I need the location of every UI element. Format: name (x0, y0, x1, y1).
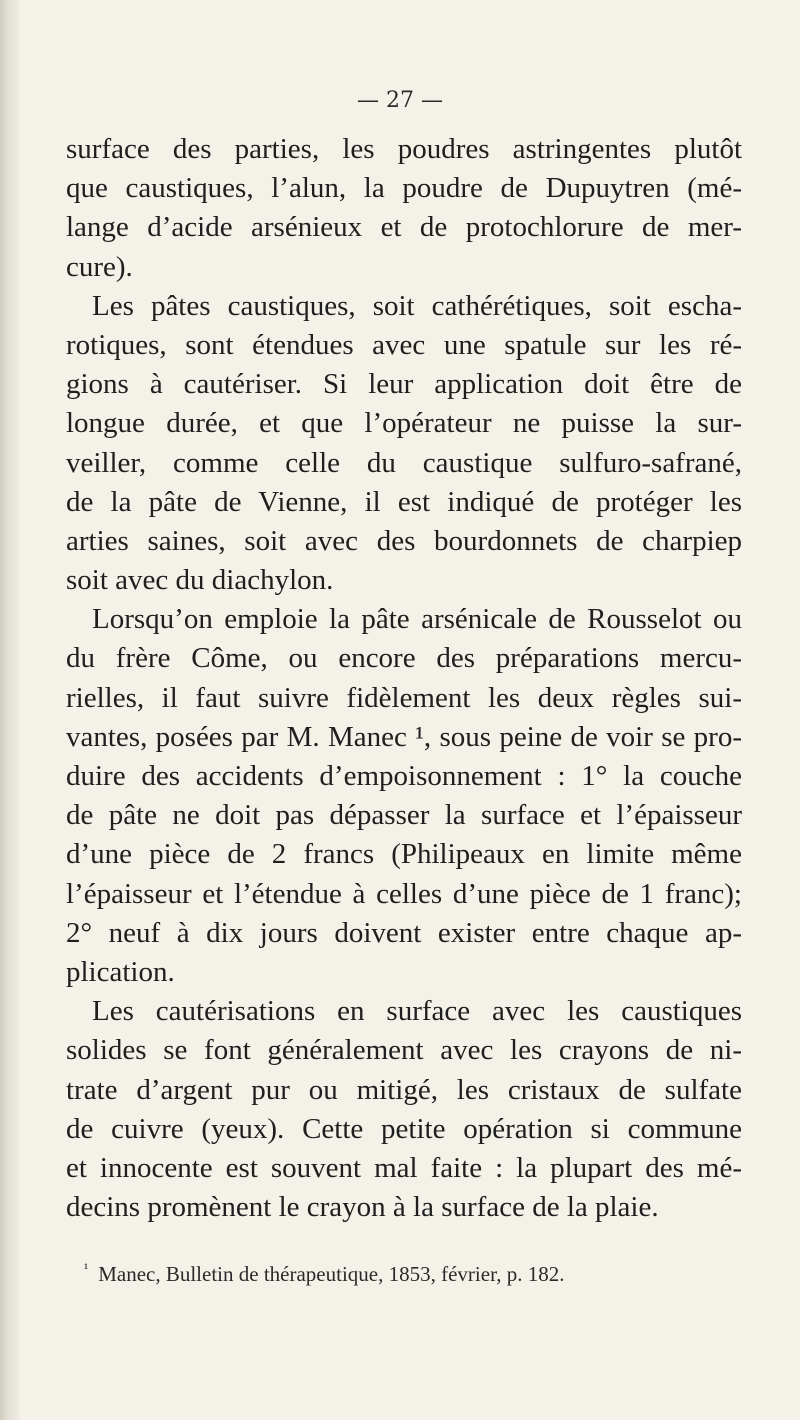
text-line: de la pâte de Vienne, il est indiqué de protéger les (66, 485, 742, 518)
page-binding-edge (0, 0, 20, 1420)
page-number: — 27 — (357, 88, 443, 113)
text-line: veiller, comme celle du caustique sulfuro-safrané, (66, 446, 742, 479)
text-line: Les cautérisations en surface avec les caustiques (92, 995, 742, 1028)
body-text (66, 130, 742, 1227)
text-line: solides se font généralement avec les crayons de ni- (66, 1034, 742, 1067)
footnote-marker: ¹ (84, 1262, 89, 1277)
text-line: de cuivre (yeux). Cette petite opération si commune (66, 1112, 742, 1145)
text-line: Lorsqu’on emploie la pâte arsénicale de Rousselot ou (92, 603, 742, 636)
text-line: arties saines, soit avec des bourdonnets de charpiep (66, 524, 742, 557)
text-line: rielles, il faut suivre fidèlement les deux règles sui- (66, 681, 742, 714)
text-line: duire des accidents d’empoisonnement : 1° la couche (66, 760, 742, 792)
footnote-text: Manec, Bulletin de thérapeutique, 1853, février, p. 182. (98, 1262, 565, 1286)
text-line: 2° neuf à dix jours doivent exister entre chaque ap- (66, 916, 742, 949)
text-line: de pâte ne doit pas dépasser la surface et l’épaisseur (66, 799, 742, 832)
text-line: gions à cautériser. Si leur application doit être de (66, 368, 742, 401)
text-line: plication. (66, 955, 175, 988)
text-line: Les pâtes caustiques, soit cathérétiques, soit escha- (92, 289, 742, 322)
text-line: trate d’argent pur ou mitigé, les cristaux de sulfate (66, 1073, 742, 1106)
text-line: cure). (66, 250, 133, 283)
text-line: l’épaisseur et l’étendue à celles d’une pièce de 1 franc); (66, 877, 742, 910)
text-line: longue durée, et que l’opérateur ne puisse la sur- (66, 407, 742, 440)
footnote (84, 1262, 744, 1287)
text-line: du frère Côme, ou encore des préparations mercu- (66, 642, 742, 675)
text-line: decins promènent le crayon à la surface de la plaie. (66, 1191, 659, 1224)
text-line: rotiques, sont étendues avec une spatule sur les ré- (66, 328, 742, 361)
text-line: d’une pièce de 2 francs (Philipeaux en limite même (66, 838, 742, 871)
text-line: vantes, posées par M. Manec ¹, sous peine de voir se pro- (66, 720, 742, 753)
text-line: lange d’acide arsénieux et de protochlorure de mer- (66, 211, 742, 244)
text-line: surface des parties, les poudres astringentes plutôt (66, 133, 742, 165)
text-line: que caustiques, l’alun, la poudre de Dupuytren (mé- (66, 172, 742, 205)
text-line: et innocente est souvent mal faite : la plupart des mé- (66, 1151, 742, 1184)
text-line: soit avec du diachylon. (66, 564, 334, 597)
